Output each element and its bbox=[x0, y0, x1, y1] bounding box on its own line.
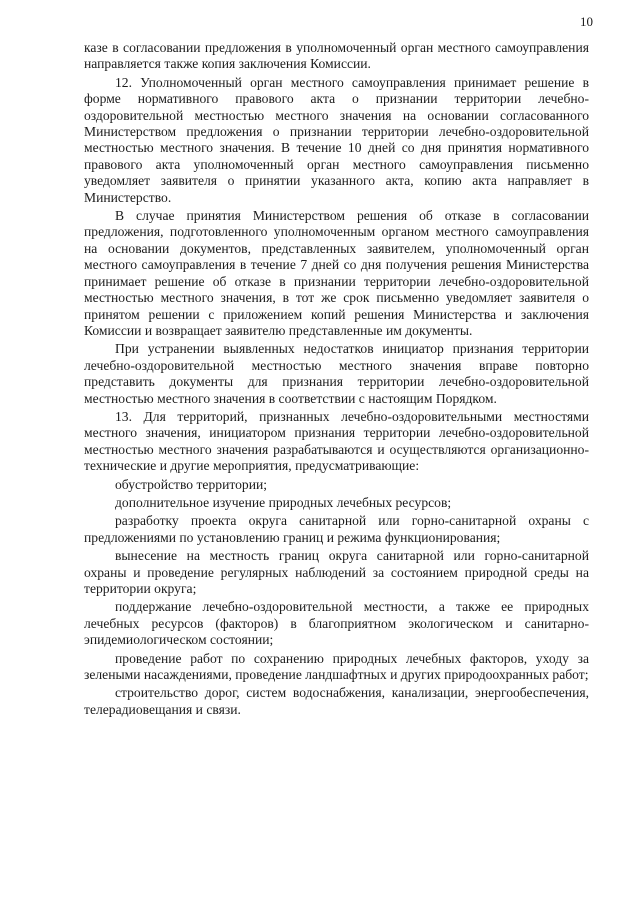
list-item: дополнительное изучение природных лечебных ресурсов; bbox=[115, 494, 452, 510]
paragraph-continuation: казе в согласовании предложения в уполномоченный орган местного самоуправления направляется также копия заключения Комиссии. bbox=[84, 40, 589, 72]
list-item: поддержание лечебно-оздоровительной местности, а также ее природных лечебных ресурсов (факторов) в благоприятном экологическом и санитарно-эпидемиологическом состоянии; bbox=[84, 599, 589, 648]
paragraph-item-12: 12. Уполномоченный орган местного самоуправления принимает решение в форме нормативного правового акта о признании территории лечебно-оздоровительной местностью местного значения на основании согласованного Министерством предложения о признании территории лечебно-оздоровительной местностью местного значения. В течение 10 дней со дня принятия нормативного правового акта уполномоченный орган местного самоуправления письменно уведомляет заявителя о принятии указанного акта, копию акта направляет в Министерство. bbox=[84, 74, 589, 205]
list-item: проведение работ по сохранению природных лечебных факторов, уходу за зелеными насаждениями, проведение ландшафтных и других природоохранных работ; bbox=[84, 650, 589, 683]
page-number: 10 bbox=[580, 14, 593, 29]
paragraph-item-13: 13. Для территорий, признанных лечебно-оздоровительными местностями местного значения, инициатором признания территории лечебно-оздоровительной местностью местного значения разрабатываются и осуществляются организационно-технические и другие мероприятия, предусматривающие: bbox=[84, 408, 589, 474]
paragraph-resubmission: При устранении выявленных недостатков инициатор признания территории лечебно-оздоровительной местностью местного значения вправе повторно представить документы для признания территории лечебно-оздоровительной местностью местного значения в соответствии с настоящим Порядком. bbox=[84, 341, 589, 406]
paragraph-refusal: В случае принятия Министерством решения об отказе в согласовании предложения, подготовленного уполномоченным органом местного самоуправления на основании документов, представленных заявителем, уполномоченный орган местного самоуправления в течение 7 дней со дня получения решения Министерства принимает решение об отказе в признании территории лечебно-оздоровительной местностью местного значения, в тот же срок письменно уведомляет заявителя о принятом решении с приложением копий решения Министерства и заключения Комиссии и возвращает заявителю представленные им документы. bbox=[84, 208, 589, 338]
document-body bbox=[84, 40, 589, 720]
list-item: разработку проекта округа санитарной или горно-санитарной охраны с предложениями по установлению границ и режима функционирования; bbox=[84, 513, 589, 545]
list-item: строительство дорог, систем водоснабжения, канализации, энергообеспечения, телерадиовещания и связи. bbox=[84, 685, 589, 717]
list-item: вынесение на местность границ округа санитарной или горно-санитарной охраны и проведение регулярных наблюдений за состоянием природной среды на территории округа; bbox=[84, 548, 589, 596]
list-item: обустройство территории; bbox=[115, 476, 268, 492]
